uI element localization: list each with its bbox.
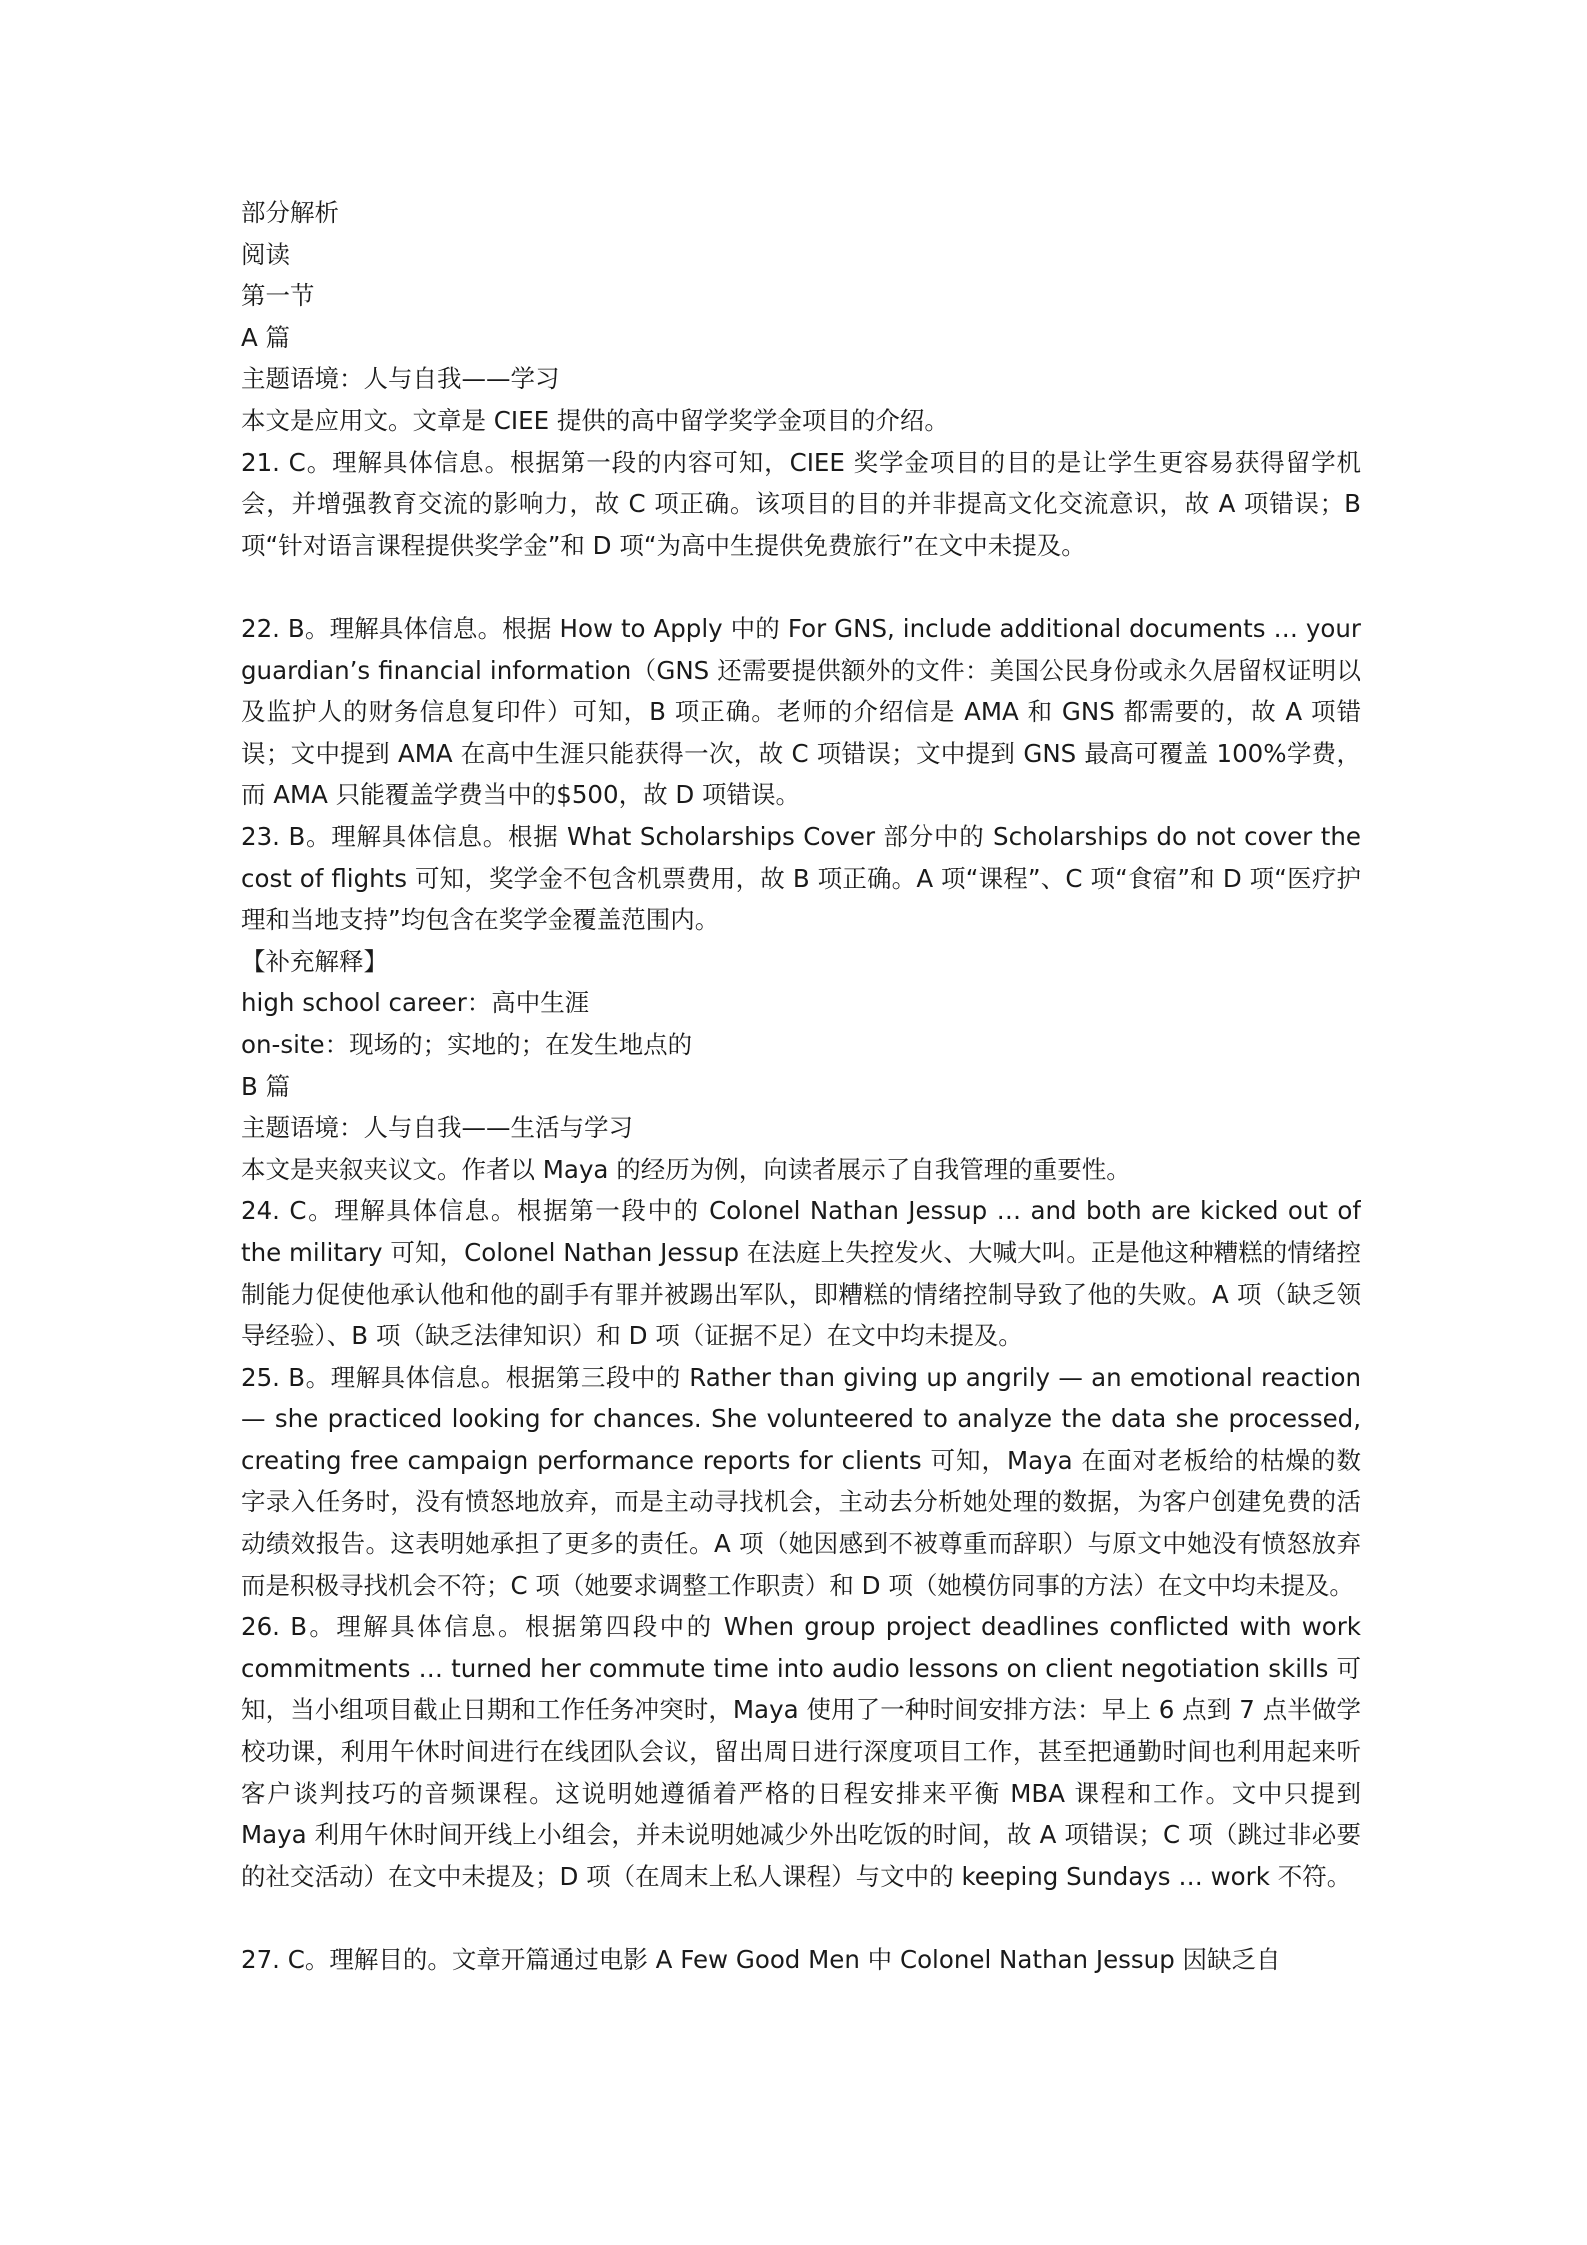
subsection-heading: 第一节 [241,281,315,311]
document-body [241,192,1361,1981]
answer-24: 24. C。理解具体信息。根据第一段中的 Colonel Nathan Jessup … and both are kicked out of the military 可知，Colonel Nathan Jessup 在法庭上失控发火、大喊大叫。正是他这种糟糕的情绪控制能力促使他承认他和他的副手有罪并被踢出军队，即糟糕的情绪控制导致了他的失败。A 项（缺乏领导经验）、B 项（缺乏法律知识）和 D 项（证据不足）在文中均未提及。 [241,1196,1361,1351]
vocab-line-1: high school career：高中生涯 [241,988,590,1018]
answer-21: 21. C。理解具体信息。根据第一段的内容可知，CIEE 奖学金项目的目的是让学生更容易获得留学机会，并增强教育交流的影响力，故 C 项正确。该项目的目的并非提高文化交流意识，故 A 项错误；B 项“针对语言课程提供奖学金”和 D 项“为高中生提供免费旅行”在文中未提及。 [241,447,1361,560]
supplement-heading: 【补充解释】 [241,946,388,976]
vocab-line-2: on-site：现场的；实地的；在发生地点的 [241,1029,693,1059]
passage-heading-b: B 篇 [241,1071,291,1101]
answer-26: 26. B。理解具体信息。根据第四段中的 When group project deadlines conflicted with work commitments … turned her commute time into audio lessons on client negotiation skills 可知，当小组项目截止日期和工作任务冲突时，Maya 使用了一种时间安排方法：早上 6 点到 7 点半做学校功课，利用午休时间进行在线团队会议，留出周日进行深度项目工作，甚至把通勤时间也利用起来听客户谈判技巧的音频课程。这说明她遵循着严格的日程安排来平衡 MBA 课程和工作。文中只提到 Maya 利用午休时间开线上小组会，并未说明她减少外出吃饭的时间，故 A 项错误；C 项（跳过非必要的社交活动）在文中未提及；D 项（在周末上私人课程）与文中的 keeping Sundays … work 不符。 [241,1612,1361,1891]
summary-line-b: 本文是夹叙夹议文。作者以 Maya 的经历为例，向读者展示了自我管理的重要性。 [241,1154,1131,1184]
answer-27: 27. C。理解目的。文章开篇通过电影 A Few Good Men 中 Colonel Nathan Jessup 因缺乏自 [241,1945,1281,1975]
summary-line-a: 本文是应用文。文章是 CIEE 提供的高中留学奖学金项目的介绍。 [241,405,949,435]
answer-25: 25. B。理解具体信息。根据第三段中的 Rather than giving up angrily — an emotional reaction — she practiced looking for chances. She volunteered to analyze the data she processed, creating free campaign performance reports for clients 可知，Maya 在面对老板给的枯燥的数字录入任务时，没有愤怒地放弃，而是主动寻找机会，主动去分析她处理的数据，为客户创建免费的活动绩效报告。这表明她承担了更多的责任。A 项（她因感到不被尊重而辞职）与原文中她没有愤怒放弃而是积极寻找机会不符；C 项（她要求调整工作职责）和 D 项（她模仿同事的方法）在文中均未提及。 [241,1362,1361,1600]
passage-heading-a: A 篇 [241,322,291,352]
section-heading: 部分解析 [241,198,339,227]
part-heading: 阅读 [241,239,290,269]
answer-23: 23. B。理解具体信息。根据 What Scholarships Cover 部分中的 Scholarships do not cover the cost of flights 可知，奖学金不包含机票费用，故 B 项正确。A 项“课程”、C 项“食宿”和 D 项“医疗护理和当地支持”均包含在奖学金覆盖范围内。 [241,821,1361,935]
answer-22: 22. B。理解具体信息。根据 How to Apply 中的 For GNS, include additional documents … your guardian’s financial information（GNS 还需要提供额外的文件：美国公民身份或永久居留权证明以及监护人的财务信息复印件）可知，B 项正确。老师的介绍信是 AMA 和 GNS 都需要的，故 A 项错误；文中提到 AMA 在高中生涯只能获得一次，故 C 项错误；文中提到 GNS 最高可覆盖 100%学费，而 AMA 只能覆盖学费当中的$500，故 D 项错误。 [241,613,1361,810]
theme-line-b: 主题语境：人与自我——生活与学习 [241,1113,633,1143]
theme-line-a: 主题语境：人与自我——学习 [241,364,560,394]
